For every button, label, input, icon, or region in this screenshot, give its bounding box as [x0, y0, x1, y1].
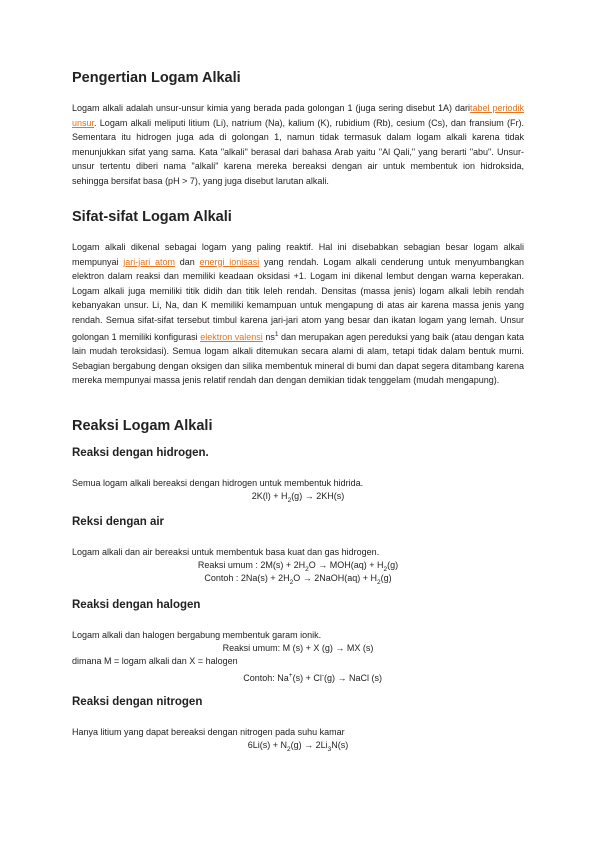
paragraph-pengertian	[72, 101, 524, 189]
eq-part: (g)	[387, 560, 399, 570]
text: Logam alkali adalah unsur-unsur kimia yang berada pada golongan 1 (juga sering disebut 1A) dari	[72, 103, 470, 113]
subscript: 2	[287, 496, 292, 504]
equation-nitrogen	[72, 739, 524, 756]
eq-part: (g) → NaCl (s)	[324, 673, 382, 683]
subscript: 2	[287, 745, 291, 753]
link-energi-ionisasi[interactable]: energi ionisasi	[199, 256, 260, 267]
equation-halogen-umum: Reaksi umum: M (s) + X (g) → MX (s)	[222, 643, 374, 653]
eq-part: 6Li(s) + N	[247, 740, 287, 750]
text-hidrogen: Semua logam alkali bereaksi dengan hidrogen untuk membentuk hidrida.	[72, 478, 364, 488]
subheading-nitrogen: Reaksi dengan nitrogen	[72, 696, 203, 708]
heading-reaksi: Reaksi Logam Alkali	[72, 418, 213, 434]
text-nitrogen: Hanya litium yang dapat bereaksi dengan nitrogen pada suhu kamar	[72, 727, 345, 737]
subscript: 2	[377, 578, 381, 586]
eq-part: (s) + Cl	[292, 673, 322, 683]
equation-halogen-contoh	[72, 669, 382, 685]
text: dan merupakan agen pereduksi yang baik (atau dengan kata lain mudah teroksidasi). Semua logam alkali ditemukan secara alami di alam, tetapi tidak dalam bentuk murni. Sebagian bergabung dengan oksigen dan silika membentuk mineral di bumi dan dapat segera ditambang karena mereka mempunyai massa jenis relatif rendah dan dengan demikian tidak tenggelam (mudah mengapung).	[72, 331, 524, 386]
eq-part: 2K(l) + H	[251, 491, 288, 501]
link-elektron-valensi[interactable]: elektron valensi	[200, 331, 263, 342]
subscript: 2	[383, 565, 388, 573]
subscript: 3	[327, 745, 332, 753]
text-air: Logam alkali dan air bereaksi untuk membentuk basa kuat dan gas hidrogen.	[72, 547, 380, 557]
eq-part: (g) → 2Li	[290, 740, 328, 750]
eq-part: Contoh: Na	[243, 673, 289, 683]
text: dan	[174, 256, 200, 267]
eq-part: (g) → 2KH(s)	[291, 491, 345, 501]
equation-hidrogen	[72, 490, 524, 507]
eq-part: (g)	[380, 573, 392, 583]
superscript: -	[321, 672, 324, 679]
eq-part: Reaksi umum : 2M(s) + 2H	[197, 560, 306, 570]
text-halogen: Logam alkali dan halogen bergabung membentuk garam ionik.	[72, 630, 322, 640]
link-jari-jari-atom[interactable]: jari-jari atom	[123, 256, 175, 267]
equation-air-contoh	[72, 572, 524, 589]
superscript: +	[288, 672, 293, 679]
subheading-air: Reksi dengan air	[72, 516, 165, 528]
text: yang rendah. Logam alkali cenderung untuk menyumbangkan elektron dalam reaksi dan memiliki keadaan oksidasi +1. Logam ini dikenal lembut dengan warna keperakan. Logam alkali juga memiliki titik didih dan titik leleh rendah. Densitas (massa jenis) logam alkali lebih rendah kebanyakan unsur. Li, Na, dan K memiliki kemampuan untuk mengapung di atas air karena massa jenis yang rendah. Semua sifat-sifat tersebut timbul karena jari-jari atom yang besar dan ikatan logam yang lemah. Unsur golongan 1 memiliki konfigurasi	[72, 256, 524, 342]
eq-part: O → MOH(aq) + H	[308, 560, 384, 570]
eq-part: O → 2NaOH(aq) + H	[293, 573, 378, 583]
heading-pengertian: Pengertian Logam Alkali	[72, 70, 241, 86]
text-halogen-keterangan: dimana M = logam alkali dan X = halogen	[72, 656, 238, 666]
eq-part: N(s)	[331, 740, 349, 750]
text: . Logam alkali meliputi litium (Li), natrium (Na), kalium (K), rubidium (Rb), cesium (Cs), dan fransium (Fr). Sementara itu hidrogen juga ada di golongan 1, namun tidak termasuk dalam logam alkali karena tidak menunjukkan sifat yang sama. Kata "alkali" berasal dari bahasa Arab yaitu "Al Qali," yang berarti "abu". Unsur-unsur tertentu diberi nama "alkali" karena mereka bereaksi dengan air untuk membentuk ion hidroksida, sehingga bersifat basa (pH > 7), yang juga disebut larutan alkali.	[72, 117, 524, 186]
paragraph-sifat	[72, 240, 524, 388]
superscript: 1	[274, 330, 279, 338]
subheading-halogen: Reaksi dengan halogen	[72, 599, 201, 611]
subheading-hidrogen: Reaksi dengan hidrogen.	[72, 447, 209, 459]
link-tabel-periodik[interactable]: tabel periodik unsur	[72, 103, 524, 128]
heading-sifat: Sifat-sifat Logam Alkali	[72, 209, 232, 225]
text: ns	[262, 331, 275, 342]
text: Logam alkali dikenal sebagai logam yang paling reaktif. Hal ini disebabkan sebagian besar logam alkali mempunyai	[72, 242, 524, 267]
eq-part: Contoh : 2Na(s) + 2H	[204, 573, 290, 583]
subscript: 2	[305, 565, 309, 573]
subscript: 2	[289, 578, 294, 586]
